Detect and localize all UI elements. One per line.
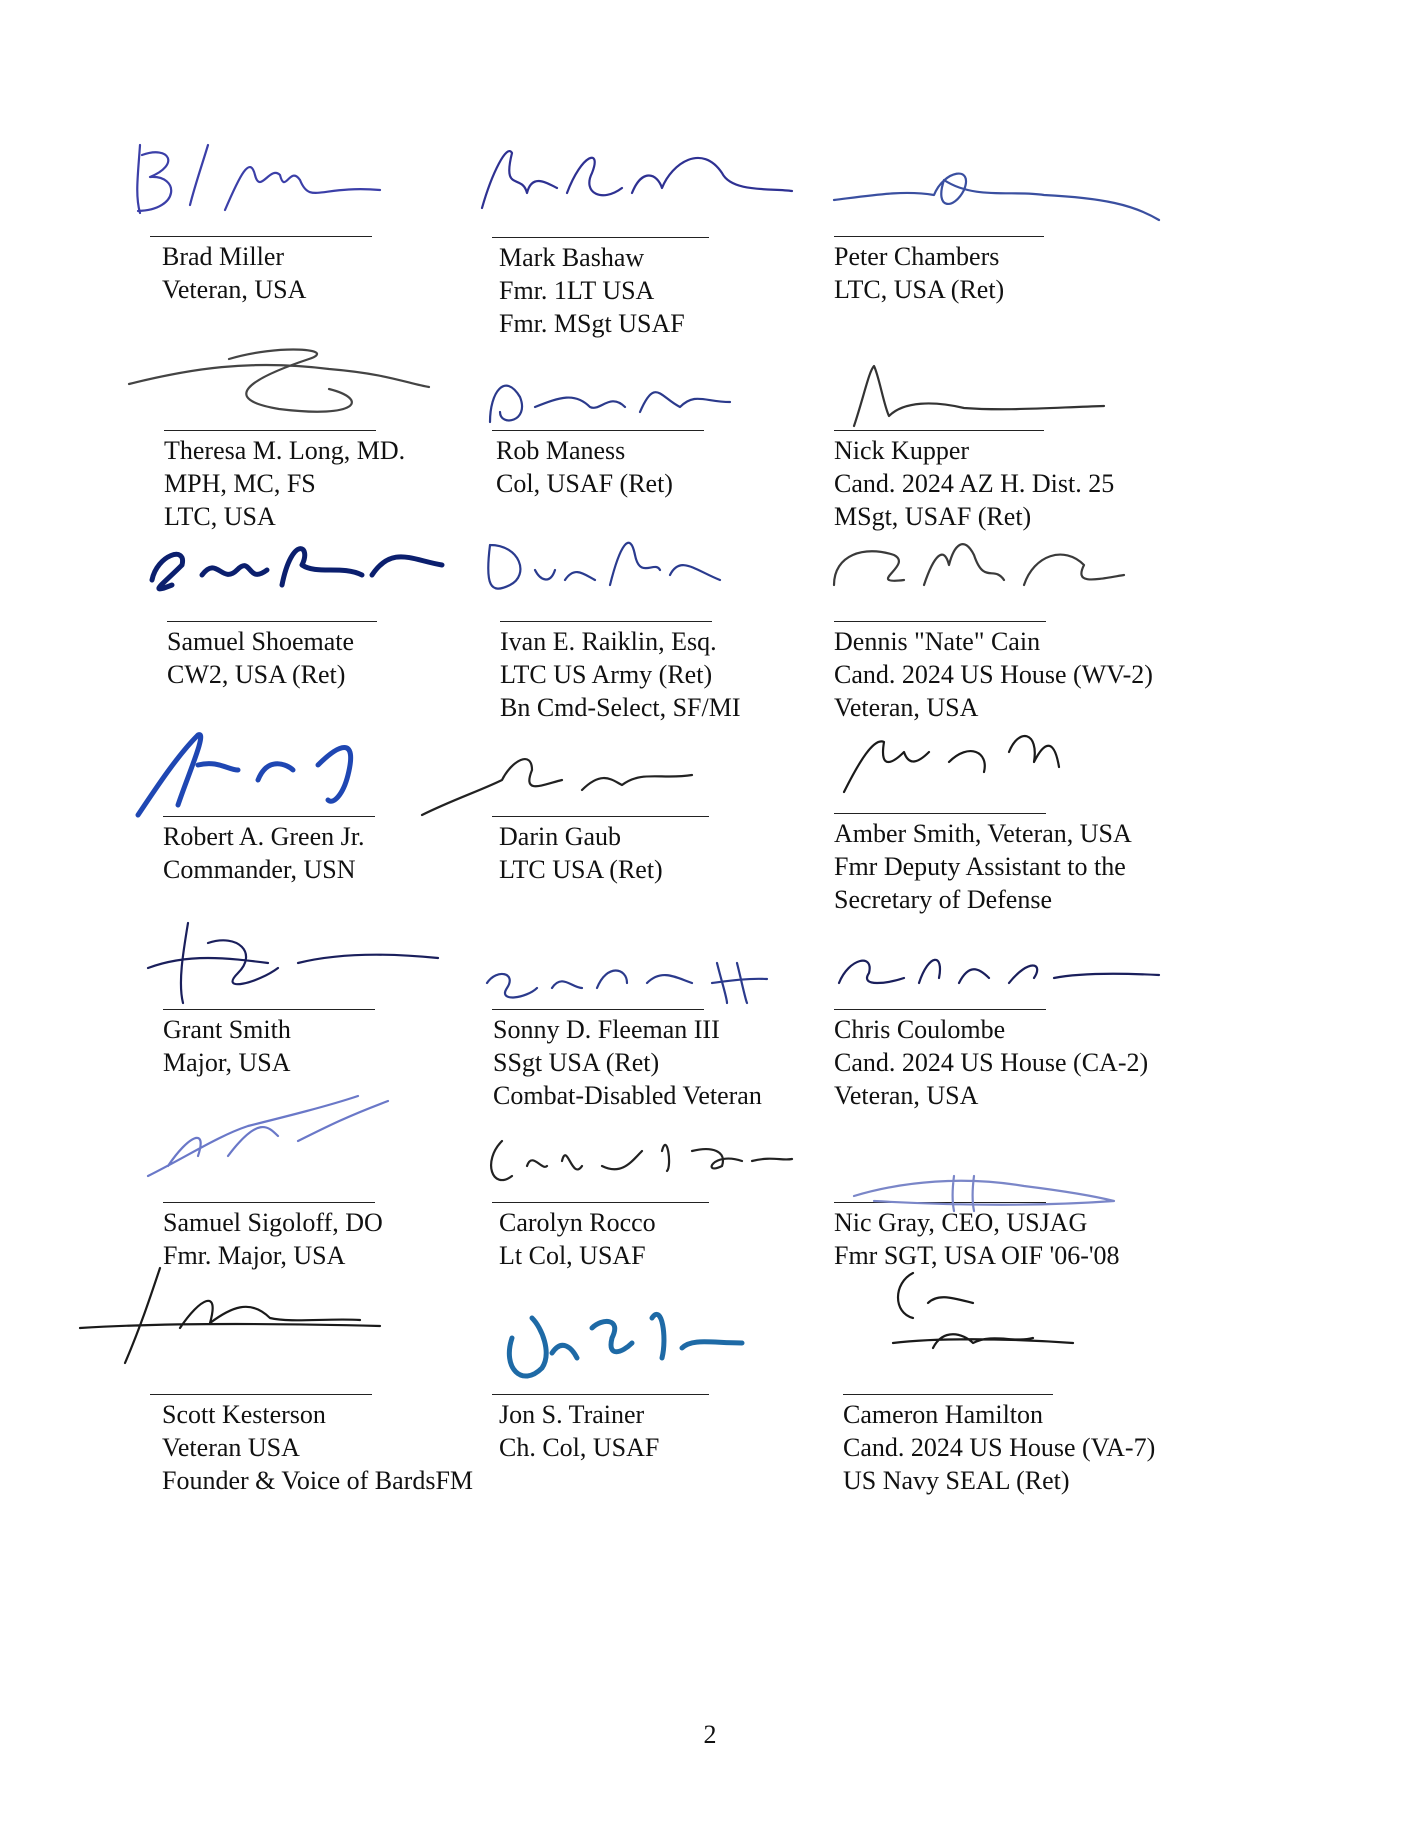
signature-line [150,236,372,237]
signatory-name: Samuel Sigoloff, DO [163,1208,383,1237]
signatory-name: Grant Smith [163,1015,291,1044]
signatory-text [834,434,1114,533]
signatory-title: Cand. 2024 US House (WV-2) [834,660,1153,689]
signatory-name: Sonny D. Fleeman III [493,1015,720,1044]
signatory-title: LTC USA (Ret) [499,855,663,884]
signatory-title: Combat-Disabled Veteran [493,1081,762,1110]
handwritten-signature [129,339,429,429]
signatory-text [500,625,741,724]
signatory-name: Theresa M. Long, MD. [164,436,406,465]
handwritten-signature [834,356,1104,431]
signatory-name: Robert A. Green Jr. [163,822,365,851]
handwritten-signature [829,722,1059,812]
signatory-text [834,625,1153,724]
handwritten-signature [118,725,378,825]
signatory-name: Dennis "Nate" Cain [834,627,1041,656]
signatory-title: MSgt, USAF (Ret) [834,502,1032,531]
signature-line [163,1202,375,1203]
signature-line [164,430,376,431]
signatory-title: Commander, USN [163,855,356,884]
signatory-text [496,434,673,500]
handwritten-signature [138,913,438,1013]
signature-line [500,621,712,622]
signatory-title: Ch. Col, USAF [499,1433,660,1462]
signatory-title: Fmr. 1LT USA [499,276,655,305]
signatory-name: Nic Gray, CEO, USJAG [834,1208,1088,1237]
signatory-title: US Navy SEAL (Ret) [843,1466,1070,1495]
handwritten-signature [80,1268,380,1378]
signatory-text [834,240,1004,306]
signature-line [834,621,1046,622]
signatory-name: Samuel Shoemate [167,627,355,656]
handwritten-signature [128,1096,428,1196]
signatory-name: Scott Kesterson [162,1400,326,1429]
signatory-text [499,1398,659,1464]
signatory-text [499,820,663,886]
handwritten-signature [492,1298,752,1398]
signatory-title: Bn Cmd-Select, SF/MI [500,693,741,722]
signatory-name: Peter Chambers [834,242,1000,271]
signatory-title: LTC, USA [164,502,276,531]
signatory-text [834,817,1132,916]
signatory-name: Nick Kupper [834,436,970,465]
signatory-name: Chris Coulombe [834,1015,1006,1044]
signatory-name: Rob Maness [496,436,626,465]
handwritten-signature [482,1121,792,1201]
signatory-title: Major, USA [163,1048,291,1077]
handwritten-signature [824,525,1124,615]
handwritten-signature [853,1273,1073,1373]
signature-line [834,813,1046,814]
signatory-name: Cameron Hamilton [843,1400,1044,1429]
signatory-title: Fmr. MSgt USAF [499,309,685,338]
handwritten-signature [829,933,1159,998]
signatory-title: Veteran, USA [834,1081,979,1110]
signatory-name: Jon S. Trainer [499,1400,645,1429]
signatory-title: Col, USAF (Ret) [496,469,673,498]
signatory-text [162,240,306,306]
signatory-text [167,625,354,691]
signatory-title: MPH, MC, FS [164,469,316,498]
signatory-text [163,1206,383,1272]
handwritten-signature [422,740,712,830]
signatory-title: SSgt USA (Ret) [493,1048,660,1077]
signatory-name: Brad Miller [162,242,285,271]
signature-line [167,621,377,622]
signatory-text [164,434,405,533]
signatory-text [493,1013,762,1112]
signatory-text [834,1206,1120,1272]
signature-line [492,1202,709,1203]
handwritten-signature [480,352,750,432]
signatory-text [499,1206,656,1272]
signatory-name: Amber Smith, Veteran, USA [834,819,1132,848]
signatory-title: Cand. 2024 AZ H. Dist. 25 [834,469,1115,498]
handwritten-signature [472,133,792,223]
handwritten-signature [814,150,1159,230]
signature-line [492,237,709,238]
handwritten-signature [142,525,442,615]
signatory-title: LTC US Army (Ret) [500,660,713,689]
signatory-title: Veteran, USA [834,693,979,722]
signatory-title: Cand. 2024 US House (CA-2) [834,1048,1149,1077]
signatory-title: Founder & Voice of BardsFM [162,1466,474,1495]
signature-line [150,1394,372,1395]
signatory-title: LTC, USA (Ret) [834,275,1005,304]
signatory-title: Secretary of Defense [834,885,1052,914]
handwritten-signature [130,135,390,225]
signatory-name: Carolyn Rocco [499,1208,656,1237]
page-number: 2 [703,1720,717,1749]
signatory-text [834,1013,1148,1112]
signatory-text [163,1013,291,1079]
signatory-title: CW2, USA (Ret) [167,660,346,689]
signatory-name: Ivan E. Raiklin, Esq. [500,627,717,656]
signatory-name: Mark Bashaw [499,243,645,272]
signatory-title: Lt Col, USAF [499,1241,646,1270]
signatory-title: Veteran USA [162,1433,300,1462]
signatory-title: Fmr SGT, USA OIF '06-'08 [834,1241,1120,1270]
signatory-text [162,1398,473,1497]
signature-line [834,1009,1046,1010]
signatory-title: Fmr Deputy Assistant to the [834,852,1126,881]
signatory-text [499,241,685,340]
handwritten-signature [477,943,787,1013]
signatory-title: Veteran, USA [162,275,307,304]
signatory-name: Darin Gaub [499,822,622,851]
signatory-text [843,1398,1155,1497]
signature-line [843,1394,1053,1395]
signature-line [834,236,1044,237]
signatory-title: Cand. 2024 US House (VA-7) [843,1433,1156,1462]
handwritten-signature [480,525,750,615]
signatory-text [163,820,364,886]
signatory-title: Fmr. Major, USA [163,1241,346,1270]
